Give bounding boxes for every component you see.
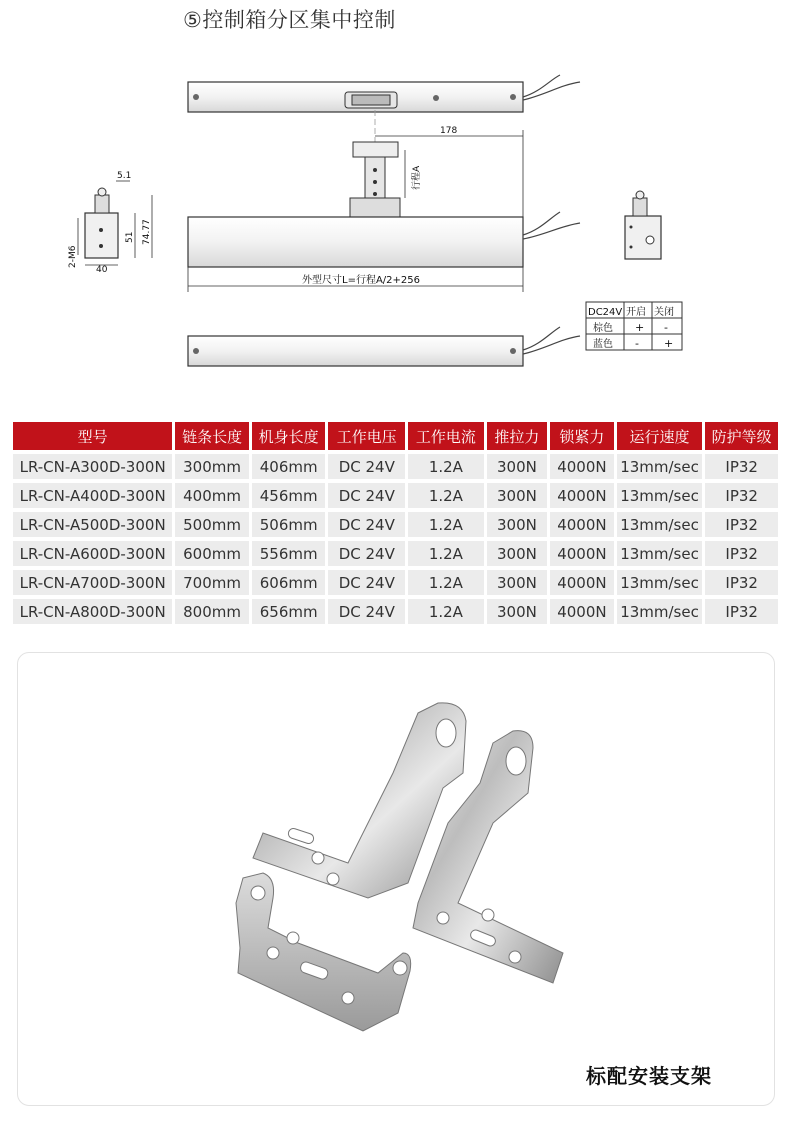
table-row [13, 454, 778, 479]
cell-model: LR-CN-A800D-300N [13, 599, 172, 624]
wiring-row-blue-open: - [635, 337, 639, 350]
header-model: 型号 [13, 422, 172, 450]
cell-speed: 13mm/sec [617, 541, 703, 566]
cell-voltage: DC 24V [328, 541, 405, 566]
cell-locking-force: 4000N [550, 570, 614, 595]
header-voltage: 工作电压 [328, 422, 405, 450]
dim-overall-length: 外型尺寸L=行程A/2+256 [302, 275, 420, 286]
header-body-length: 机身长度 [252, 422, 326, 450]
photo-caption: 标配安装支架 [586, 1063, 712, 1088]
header-protection: 防护等级 [705, 422, 778, 450]
wiring-row-brown-open: + [635, 321, 645, 334]
cell-speed: 13mm/sec [617, 599, 703, 624]
dim-5-1: 5.1 [117, 171, 132, 181]
header-speed: 运行速度 [617, 422, 703, 450]
cell-body-length: 506mm [252, 512, 326, 537]
table-row [13, 541, 778, 566]
wiring-row-blue-close: + [664, 337, 674, 350]
mounting-brackets-illustration [18, 653, 774, 1105]
header-push-pull: 推拉力 [487, 422, 547, 450]
cell-body-length: 556mm [252, 541, 326, 566]
wiring-row-blue-label: 蓝色 [593, 339, 613, 350]
cell-locking-force: 4000N [550, 454, 614, 479]
cell-model: LR-CN-A300D-300N [13, 454, 172, 479]
cell-push-pull: 300N [487, 599, 547, 624]
cell-chain-length: 600mm [175, 541, 249, 566]
cell-protection: IP32 [705, 570, 778, 595]
cell-voltage: DC 24V [328, 570, 405, 595]
table-row [13, 570, 778, 595]
cell-model: LR-CN-A700D-300N [13, 570, 172, 595]
top-view-actuator [188, 75, 580, 112]
cell-body-length: 406mm [252, 454, 326, 479]
dim-2m6: 2-M6 [68, 245, 78, 268]
cell-current: 1.2A [408, 512, 484, 537]
cell-voltage: DC 24V [328, 483, 405, 508]
cell-speed: 13mm/sec [617, 512, 703, 537]
cell-locking-force: 4000N [550, 541, 614, 566]
header-current: 工作电流 [408, 422, 484, 450]
cell-current: 1.2A [408, 570, 484, 595]
cell-model: LR-CN-A500D-300N [13, 512, 172, 537]
cell-protection: IP32 [705, 599, 778, 624]
technical-drawing [0, 40, 790, 380]
cell-chain-length: 800mm [175, 599, 249, 624]
table-row [13, 512, 778, 537]
cell-chain-length: 700mm [175, 570, 249, 595]
dim-stroke: 行程A [412, 165, 422, 190]
cell-push-pull: 300N [487, 512, 547, 537]
cell-voltage: DC 24V [328, 512, 405, 537]
table-row [13, 599, 778, 624]
cell-speed: 13mm/sec [617, 483, 703, 508]
cell-chain-length: 500mm [175, 512, 249, 537]
bracket-photo-card [17, 652, 775, 1106]
table-row [13, 483, 778, 508]
header-chain-length: 链条长度 [175, 422, 249, 450]
bracket-short-front [236, 873, 411, 1031]
cell-speed: 13mm/sec [617, 570, 703, 595]
cell-body-length: 456mm [252, 483, 326, 508]
cell-model: LR-CN-A600D-300N [13, 541, 172, 566]
cell-push-pull: 300N [487, 454, 547, 479]
cell-current: 1.2A [408, 541, 484, 566]
cell-protection: IP32 [705, 512, 778, 537]
cell-push-pull: 300N [487, 570, 547, 595]
cell-locking-force: 4000N [550, 483, 614, 508]
cell-body-length: 656mm [252, 599, 326, 624]
cell-model: LR-CN-A400D-300N [13, 483, 172, 508]
bottom-view-actuator [188, 327, 580, 366]
cell-current: 1.2A [408, 454, 484, 479]
cell-speed: 13mm/sec [617, 454, 703, 479]
cell-protection: IP32 [705, 541, 778, 566]
front-view-actuator [188, 110, 580, 292]
wiring-header-voltage: DC24V [588, 307, 623, 318]
spec-table-header-row [13, 422, 778, 450]
cell-locking-force: 4000N [550, 512, 614, 537]
section-title: ⑤控制箱分区集中控制 [183, 8, 396, 32]
wiring-header-close: 关闭 [654, 307, 674, 318]
cell-body-length: 606mm [252, 570, 326, 595]
dim-51: 51 [125, 231, 135, 243]
cell-chain-length: 400mm [175, 483, 249, 508]
dim-74-77: 74.77 [142, 219, 152, 245]
cell-locking-force: 4000N [550, 599, 614, 624]
dim-40: 40 [96, 265, 108, 275]
cell-push-pull: 300N [487, 483, 547, 508]
wiring-row-brown-close: - [664, 321, 668, 334]
wiring-header-open: 开启 [626, 307, 646, 318]
cell-push-pull: 300N [487, 541, 547, 566]
cell-chain-length: 300mm [175, 454, 249, 479]
cell-protection: IP32 [705, 483, 778, 508]
cell-current: 1.2A [408, 483, 484, 508]
side-view-left [78, 181, 152, 265]
cell-protection: IP32 [705, 454, 778, 479]
cell-current: 1.2A [408, 599, 484, 624]
cell-voltage: DC 24V [328, 454, 405, 479]
spec-table [10, 418, 781, 628]
dim-178: 178 [440, 126, 458, 136]
cell-voltage: DC 24V [328, 599, 405, 624]
header-locking-force: 锁紧力 [550, 422, 614, 450]
side-view-right [625, 191, 661, 259]
wiring-row-brown-label: 棕色 [593, 323, 613, 334]
